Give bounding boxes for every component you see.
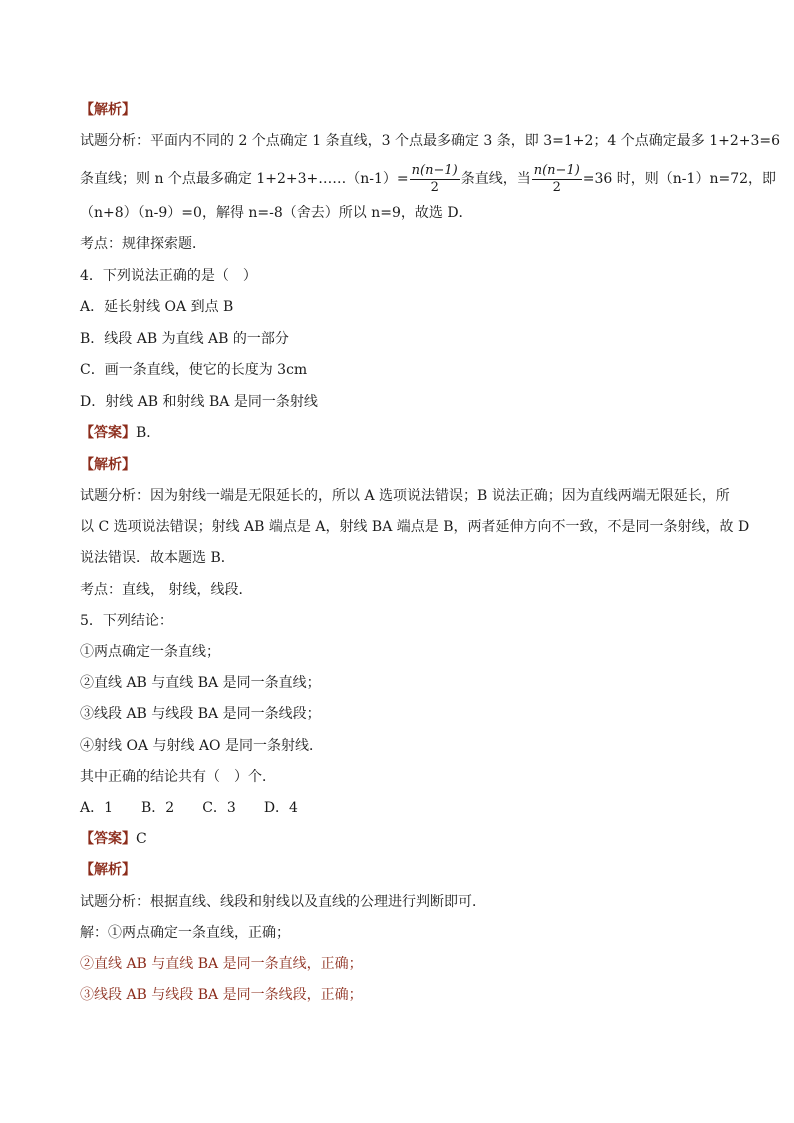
q3-analysis-line-3: （n+8）（n-9）=0，解得 n=-8（舍去）所以 n=9，故选 D． xyxy=(80,205,473,221)
q4-analysis-line-2: 以 C 选项说法错误；射线 AB 端点是 A，射线 BA 端点是 B，两者延伸方向不一致，不是同一条射线，故 D xyxy=(80,519,750,535)
q5-statement-4: ④射线 OA 与射线 AO 是同一条射线． xyxy=(80,738,323,754)
q4-option-d: D．射线 AB 和射线 BA 是同一条射线 xyxy=(80,394,318,410)
q4-analysis-line-3: 说法错误．故本题选 B． xyxy=(80,550,235,566)
q5-analysis-line-4: ③线段 AB 与线段 BA 是同一条线段，正确； xyxy=(80,987,363,1003)
q5-analysis-line-3: ②直线 AB 与直线 BA 是同一条直线，正确； xyxy=(80,956,363,972)
q5-answer-value: C xyxy=(136,831,147,847)
q5-statement-1: ①两点确定一条直线； xyxy=(80,644,220,660)
q5-stem: 5．下列结论： xyxy=(80,613,173,629)
fraction-2-denominator: 2 xyxy=(552,179,561,195)
q5-analysis-tag: 【解析】 xyxy=(80,862,136,878)
q5-answer xyxy=(80,829,720,849)
q5-statement-2: ②直线 AB 与直线 BA 是同一条直线； xyxy=(80,675,321,691)
fraction-2 xyxy=(532,163,582,196)
q4-option-a: A．延长射线 OA 到点 B xyxy=(80,299,234,315)
fraction-1-numerator: n(n−1) xyxy=(411,162,458,178)
q4-analysis-line-1: 试题分析：因为射线一端是无限延长的，所以 A 选项说法错误；B 说法正确；因为直线两端无限延长，所 xyxy=(80,488,730,504)
q4-option-c: C．画一条直线，使它的长度为 3cm xyxy=(80,362,308,378)
q4-stem: 4．下列说法正确的是（ ） xyxy=(80,268,257,284)
fraction-1-denominator: 2 xyxy=(430,179,439,195)
q3-analysis-tag: 【解析】 xyxy=(80,102,136,118)
q5-options: A．1 B．2 C．3 D．4 xyxy=(80,800,298,816)
q4-option-b: B．线段 AB 为直线 AB 的一部分 xyxy=(80,331,289,347)
q4-analysis-tag: 【解析】 xyxy=(80,457,136,473)
q3-analysis-line-1: 试题分析：平面内不同的 2 个点确定 1 条直线，3 个点最多确定 3 条，即 3=1+2；4 个点确定最多 1+2+3=6 xyxy=(80,133,781,149)
q3-point: 考点：规律探索题． xyxy=(80,236,206,252)
q3-analysis-line-2-part-a: 条直线；则 n 个点最多确定 1+2+3+……（n-1）= xyxy=(80,171,409,187)
q3-analysis-line-2 xyxy=(80,160,777,198)
q4-point: 考点：直线， 射线，线段． xyxy=(80,582,253,598)
q5-analysis-line-2: 解：①两点确定一条直线，正确； xyxy=(80,925,290,941)
q4-answer xyxy=(80,423,720,443)
q4-answer-value: B． xyxy=(136,425,161,441)
q4-answer-tag: 【答案】 xyxy=(80,425,136,441)
q5-analysis-line-1: 试题分析：根据直线、线段和射线以及直线的公理进行判断即可． xyxy=(80,894,486,910)
q5-ask: 其中正确的结论共有（ ）个． xyxy=(80,769,276,785)
q3-analysis-line-2-part-b: 条直线，当 xyxy=(460,171,531,187)
fraction-1 xyxy=(410,163,460,196)
q3-analysis-line-2-part-c: =36 时，则（n-1）n=72，即 xyxy=(582,171,777,187)
fraction-2-numerator: n(n−1) xyxy=(533,162,580,178)
q5-statement-3: ③线段 AB 与线段 BA 是同一条线段； xyxy=(80,706,321,722)
q5-answer-tag: 【答案】 xyxy=(80,831,136,847)
